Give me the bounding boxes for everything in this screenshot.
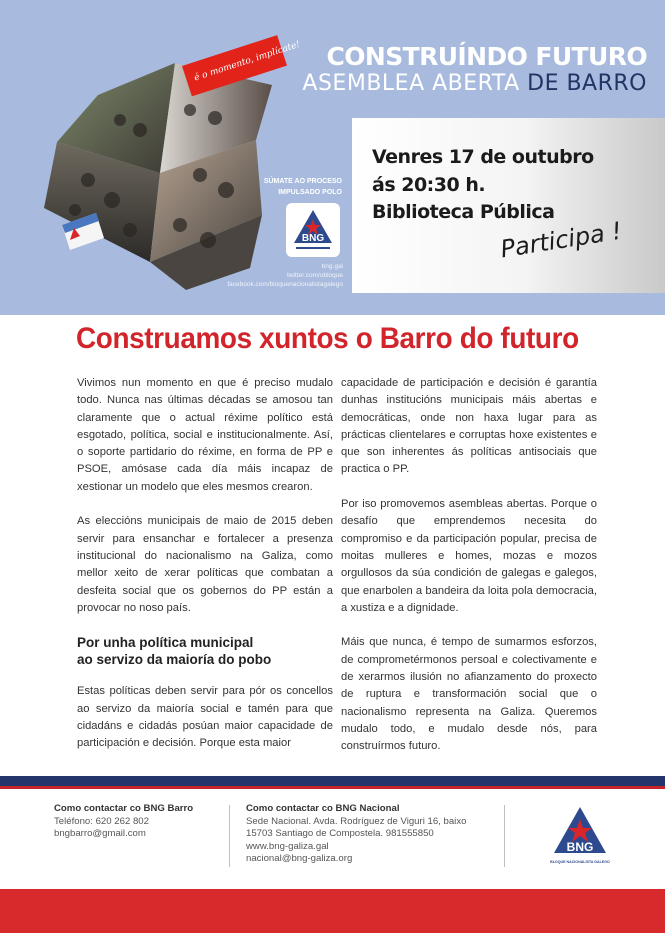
event-time: ás 20:30 h.	[372, 174, 486, 196]
link-website[interactable]: bng.gal	[321, 263, 343, 270]
promo-text	[246, 176, 342, 198]
title-line-2-dark: DE BARRO	[527, 71, 647, 96]
bng-logo-badge	[286, 203, 340, 257]
subheading-line-1: Por unha política municipal	[77, 635, 254, 651]
title-line-2-light: ASEMBLEA ABERTA	[302, 71, 528, 96]
contact-national-address: Sede Nacional. Avda. Rodríguez de Viguri 16, baixo	[246, 815, 467, 827]
footer-divider-blue	[0, 776, 665, 786]
promo-line-2: IMPULSADO POLO	[278, 189, 342, 196]
contact-local-phone: Teléfono: 620 262 802	[54, 815, 149, 827]
paragraph-2: As eleccións municipais de maio de 2015 deben servir para ensanchar e fortalecer a presenza institucional do nacionalismo na Galiza, como mellor xeito de xerar políticas que combatan a desfeita social que os gobernos do PP están a provocar no noso país.	[77, 515, 333, 614]
bng-logo-icon	[286, 203, 340, 257]
footer-separator	[504, 805, 505, 867]
article-headline: Construamos xuntos o Barro do futuro	[76, 322, 579, 355]
title-line-1: CONSTRUÍNDO FUTURO	[326, 42, 647, 71]
promo-line-1: SÚMATE AO PROCESO	[263, 178, 342, 185]
contact-national-web[interactable]: www.bng-galiza.gal	[246, 840, 329, 852]
paragraph-5: Por iso promovemos asembleas abertas. Porque o desafío que emprendemos necesita do compromiso e da participación popular, precisa de moitas mulleres e homes, mozas e mozos orgullosos da súa condición de galegas e galegos, que enarbolen a bandeira da loita pola democracia, a xustiza e a dignidade.	[341, 498, 597, 614]
link-facebook[interactable]: facebook.com/bloquenacionalistagalego	[227, 281, 343, 288]
paragraph-1: Vivimos nun momento en que é preciso mudalo todo. Nunca nas últimas décadas se amosou tan claramente que o actual réxime político está esgotado, política, social e institucionalmente. Así, o soporte partidario do réxime, en forma de PP e PSOE, amósase cada día máis incapaz de xestionar un modelo que eles mesmos crearon.	[77, 377, 333, 493]
footer-logo-subtext: BLOQUE NACIONALISTA GALEGO	[550, 860, 610, 864]
contact-national-heading: Como contactar co BNG Nacional	[246, 803, 400, 814]
contact-local-email[interactable]: bngbarro@gmail.com	[54, 828, 146, 839]
contact-national	[246, 803, 466, 866]
paragraph-4: capacidade de participación e decisión é garantía dunhas institucións municipais máis abertas e democráticas, onde non haxa lugar para as prácticas clientelares e corruptas hoxe existentes e que son inherentes ás políticas antisociais que practica o PP.	[341, 377, 597, 476]
event-place: Biblioteca Pública	[372, 201, 555, 223]
participate-cta: Participa !	[498, 216, 624, 264]
section-subheading	[77, 634, 333, 668]
bng-footer-logo-icon	[550, 803, 610, 873]
header	[0, 0, 665, 315]
article-column-left	[77, 375, 333, 770]
link-twitter[interactable]: twitter.com/obloque	[286, 272, 343, 279]
event-date: Venres 17 de outubro	[372, 146, 594, 168]
contact-local	[54, 803, 193, 841]
footer	[0, 789, 665, 889]
contact-local-heading: Como contactar co BNG Barro	[54, 803, 194, 814]
title-line-2	[302, 73, 647, 95]
bottom-band	[0, 889, 665, 933]
subheading-line-2: ao servizo da maioría do pobo	[77, 652, 272, 668]
article-column-right	[341, 375, 597, 773]
contact-national-city: 15703 Santiago de Compostela. 981555850	[246, 828, 434, 839]
page-title	[302, 44, 647, 95]
footer-separator	[229, 805, 230, 867]
social-links	[143, 262, 343, 289]
contact-national-email[interactable]: nacional@bng-galiza.org	[246, 853, 353, 864]
paragraph-6: Máis que nunca, é tempo de sumarmos esforzos, de comprometérmonos persoal e colectivamente e de xerarmos ilusión no afianzamento do proxecto de ruptura e transformación social que o nacionalismo representa na Galiza. Queremos mudalo todo, e mudalo desde nós, para construírmos futuro.	[341, 636, 597, 753]
footer-logo-text: BNG	[566, 840, 594, 854]
event-details	[352, 118, 665, 293]
paragraph-3: Estas políticas deben servir para pór os concellos ao servizo da maioría social e tamén para que cidadáns e cidadás posúan maior capacidade de participación e decisión. Porque esta maior	[77, 685, 333, 750]
slogan-banner: é o momento, implícate!	[182, 35, 287, 96]
badge-text: BNG	[301, 233, 325, 244]
